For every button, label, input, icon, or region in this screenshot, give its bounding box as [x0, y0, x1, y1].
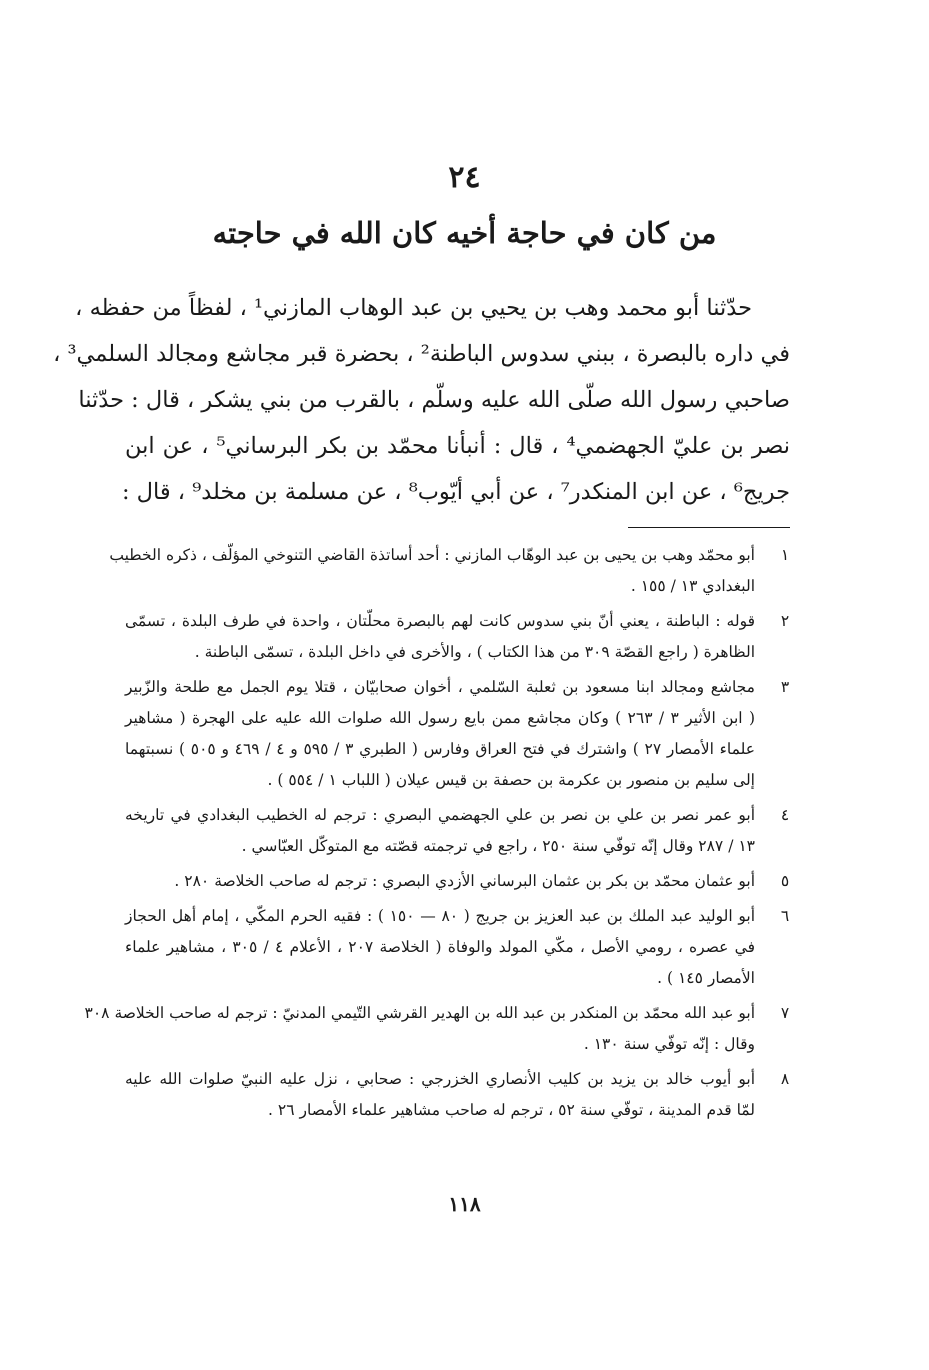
footnote-line: قوله : الباطنة ، يعني أنّ بني سدوس كانت لهم بالبصرة محلّتان ، واحدة في طرف البلدة ، تسمّى	[125, 612, 755, 630]
footnote-line: أبو عمر نصر بن علي بن نصر بن علي الجهضمي البصري : ترجم له الخطيب البغدادي في تاريخه	[125, 806, 755, 824]
footnote-line: أبو محمّد وهب بن يحيى بن عبد الوهّاب المازني : أحد أساتذة القاضي التنوخي المؤلّف ، ذكره الخطيب	[109, 546, 755, 564]
footnote-separator	[628, 527, 790, 528]
footnote-2	[125, 606, 795, 668]
footnote-line: ١٣ / ٢٨٧ وقال إنّه توفّي سنة ٢٥٠ ، راجع في ترجمته قصّته مع المتوكّل العبّاسي .	[241, 837, 755, 855]
footnote-5	[125, 866, 795, 897]
footnote-4	[125, 800, 795, 862]
main-text-line: صاحبي رسول الله صلّى الله عليه وسلّم ، بالقرب من بني يشكر ، قال : حدّثنا	[78, 387, 790, 413]
footnote-1	[109, 540, 795, 602]
footnote-line: البغدادي ١٣ / ١٥٥ .	[630, 577, 755, 595]
footnote-8	[125, 1064, 795, 1126]
footnote-line: إلى سليم بن منصور بن عكرمة بن حصفة بن قيس عيلان ( اللباب ١ / ٥٥٤ ) .	[267, 771, 755, 789]
footnote-line: مجاشع ومجالد ابنا مسعود بن ثعلبة السّلمي ، أخوان صحابيّان ، قتلا يوم الجمل مع طلحة والزّبير	[125, 678, 755, 696]
footnotes	[84, 540, 795, 1130]
footnote-number: ٣	[780, 678, 790, 696]
footnote-number: ٨	[780, 1070, 790, 1088]
footnote-line: أبو عبد الله محمّد بن المنكدر بن عبد الله بن الهدير القرشي التّيمي المدنيّ : ترجم له صاحب الخلاصة ٣٠٨	[84, 1004, 755, 1022]
main-text-line: جريج⁶ ، عن ابن المنكدر⁷ ، عن أبي أيّوب⁸ ، عن مسلمة بن مخلد⁹ ، قال :	[121, 479, 790, 505]
footnote-line: وقال : إنّه توفّي سنة ١٣٠ .	[583, 1035, 755, 1053]
footnote-line: لمّا قدم المدينة ، توفّي سنة ٥٢ ، ترجم له صاحب مشاهير علماء الأمصار ٢٦ .	[268, 1101, 755, 1119]
footnote-6	[125, 901, 795, 994]
main-text-line: نصر بن عليّ الجهضمي⁴ ، قال : أنبأنا محمّد بن بكر البرساني⁵ ، عن ابن	[125, 433, 791, 459]
page-number: ١١٨	[448, 1192, 481, 1216]
footnote-line: أبو أيوب خالد بن يزيد بن كليب الأنصاري الخزرجي : صحابي ، نزل عليه النبيّ صلوات الله عليه	[125, 1070, 755, 1088]
footnote-line: ( ابن الأثير ٣ / ٢٦٣ ) وكان مجاشع ممن بايع رسول الله صلوات الله عليه على الهجرة ( مشاهير	[125, 709, 755, 727]
footnote-number: ٦	[780, 907, 790, 925]
footnote-line: في عصره ، رومي الأصل ، مكّي المولد والوفاة ( الخلاصة ٢٠٧ ، الأعلام ٤ / ٣٠٥ ، مشاهير علماء	[125, 938, 755, 956]
footnote-number: ١	[780, 546, 790, 564]
footnote-3	[125, 672, 795, 796]
footnote-line: علماء الأمصار ٢٧ ) واشترك في فتح العراق وفارس ( الطبري ٣ / ٥٩٥ و ٤ / ٤٦٩ و ٥٠٥ ) نسبتهما	[125, 740, 756, 758]
footnote-number: ٥	[780, 872, 790, 890]
chapter-title: من كان في حاجة أخيه كان الله في حاجته	[212, 216, 717, 250]
main-text-line: في داره بالبصرة ، ببني سدوس الباطنة² ، بحضرة قبر مجاشع ومجالد السلمي³ ،	[53, 341, 790, 367]
footnote-number: ٤	[780, 806, 790, 824]
footnote-7	[84, 998, 795, 1060]
footnote-line: أبو عثمان محمّد بن بكر بن عثمان البرساني الأزدي البصري : ترجم له صاحب الخلاصة ٢٨٠ .	[174, 872, 755, 890]
footnote-number: ٢	[780, 612, 790, 630]
main-text-line: حدّثنا أبو محمد وهب بن يحيي بن عبد الوهاب المازني¹ ، لفظاً من حفظه ،	[75, 295, 752, 321]
main-text	[53, 285, 791, 515]
footnote-line: الظاهرة ( راجع القصّة ٣٠٩ من هذا الكتاب ) ، والأخرى في داخل البلدة ، تسمّى الباطنة .	[194, 643, 755, 661]
chapter-number: ٢٤	[448, 160, 481, 195]
footnote-line: أبو الوليد عبد الملك بن عبد العزيز بن جريج ( ٨٠ — ١٥٠ ) : فقيه الحرم المكّي ، إمام أهل الحجاز	[125, 907, 755, 925]
footnote-line: الأمصار ١٤٥ ) .	[657, 969, 755, 987]
footnote-number: ٧	[780, 1004, 790, 1022]
